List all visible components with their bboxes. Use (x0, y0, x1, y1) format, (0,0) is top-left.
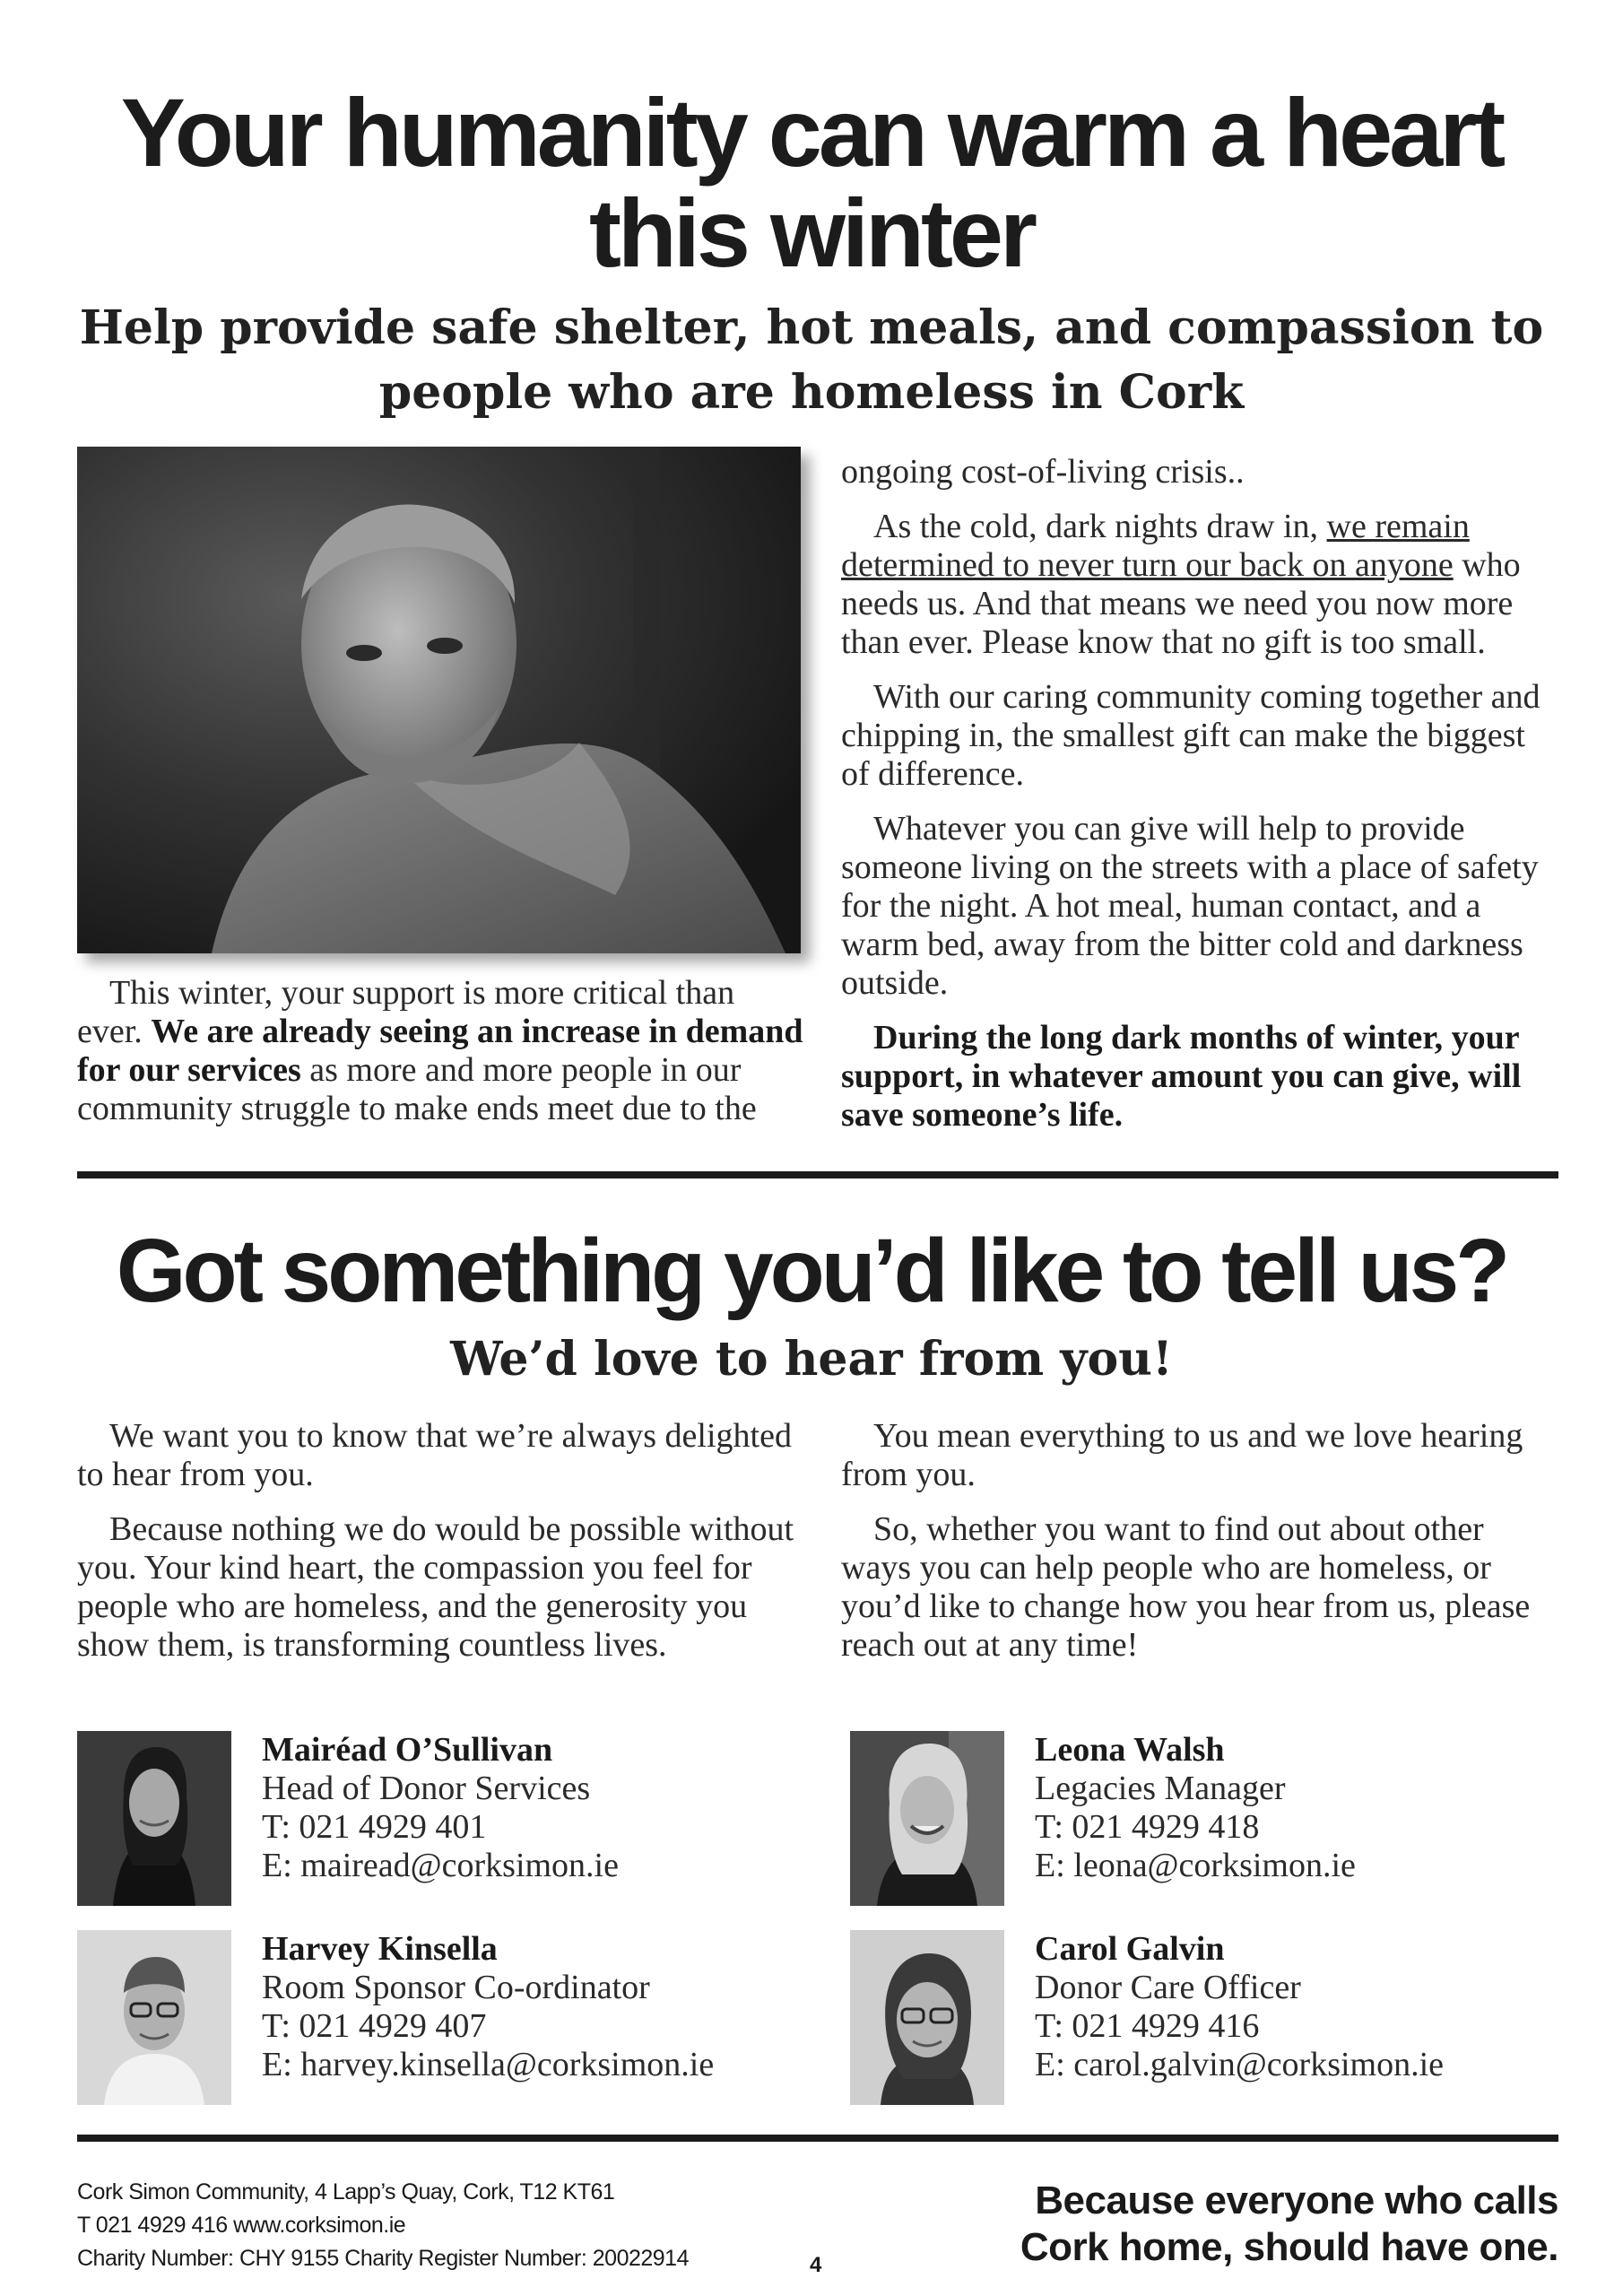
contact-info (262, 1731, 764, 1885)
avatar (77, 1930, 231, 2105)
contact-phone[interactable]: T: 021 4929 401 (262, 1808, 487, 1846)
avatar (77, 1731, 231, 1906)
contact-email[interactable]: E: harvey.kinsella@corksimon.ie (262, 2046, 715, 2083)
footer-divider (77, 2135, 1558, 2142)
appeal-paragraph: This winter, your support is more critical than ever. We are already seeing an increase in demand for our services as more and more people in our community struggle to make ends meet due to the (77, 974, 803, 1127)
contact-name: Mairéad O’Sullivan (262, 1731, 553, 1769)
contact-phone[interactable]: T: 021 4929 416 (1035, 2007, 1260, 2045)
contact-name: Harvey Kinsella (262, 1930, 498, 1968)
appeal-paragraph-bold: During the long dark months of winter, your support, in whatever amount you can give, will save someone’s life. (841, 1019, 1522, 1134)
appeal-column-right (841, 453, 1558, 1151)
contact-email[interactable]: E: leona@corksimon.ie (1035, 1847, 1356, 1884)
contact-phone[interactable]: T: 021 4929 418 (1035, 1808, 1260, 1846)
appeal-paragraph: Whatever you can give will help to provide someone living on the streets with a place of safety for the night. A hot meal, human contact, and a warm bed, away from the bitter cold and darkness outside. (841, 810, 1539, 1002)
contact-name: Leona Walsh (1035, 1731, 1225, 1769)
appeal-title-line1: Your humanity can warm a heart (120, 78, 1503, 187)
footer-charity-numbers: Charity Number: CHY 9155 Charity Register Number: 20022914 (77, 2246, 689, 2271)
feedback-column-right (841, 1417, 1558, 1681)
footer-tagline (950, 2178, 1558, 2271)
contact-info (262, 1930, 764, 2084)
contact-info (1035, 1930, 1537, 2084)
avatar (850, 1930, 1004, 2105)
appeal-title-line2: this winter (588, 178, 1035, 287)
section-divider (77, 1171, 1558, 1178)
contact-role: Room Sponsor Co-ordinator (262, 1969, 650, 2006)
feedback-column-left (77, 1417, 803, 1681)
appeal-column-left (77, 974, 803, 1144)
feedback-title: Got something you’d like to tell us? (116, 1221, 1507, 1321)
contact-role: Head of Donor Services (262, 1770, 591, 1807)
contact-role: Legacies Manager (1035, 1770, 1286, 1807)
footer-phone-web[interactable]: T 021 4929 416 www.corksimon.ie (77, 2213, 406, 2238)
footer-address: Cork Simon Community, 4 Lapp’s Quay, Cork, T12 KT61 (77, 2179, 615, 2205)
feedback-paragraph: You mean everything to us and we love hearing from you. (841, 1417, 1523, 1493)
man-in-hoodie-photo (77, 447, 801, 953)
appeal-paragraph: As the cold, dark nights draw in, we remain determined to never turn our back on anyone who needs us. And that means we need you now more than ever. Please know that no gift is too small. (841, 508, 1521, 661)
appeal-title (0, 78, 1623, 287)
page-number: 4 (810, 2253, 822, 2277)
contact-name: Carol Galvin (1035, 1930, 1225, 1968)
contact-email[interactable]: E: carol.galvin@corksimon.ie (1035, 2046, 1445, 2083)
appeal-subtitle-line1: Help provide safe shelter, hot meals, and compassion to (79, 300, 1544, 355)
feedback-paragraph: So, whether you want to find out about other ways you can help people who are homeless, or you’d like to change how you hear from us, please reach out at any time! (841, 1510, 1531, 1664)
contact-role: Donor Care Officer (1035, 1969, 1301, 2006)
contact-email[interactable]: E: mairead@corksimon.ie (262, 1847, 619, 1884)
footer-address-block (77, 2176, 812, 2275)
appeal-paragraph: With our caring community coming together and chipping in, the smallest gift can make the biggest of difference. (841, 678, 1541, 793)
feedback-paragraph: We want you to know that we’re always delighted to hear from you. (77, 1417, 792, 1493)
appeal-subtitle-line2: people who are homeless in Cork (378, 365, 1245, 420)
avatar (850, 1731, 1004, 1906)
contact-info (1035, 1731, 1537, 1885)
contact-phone[interactable]: T: 021 4929 407 (262, 2007, 487, 2045)
footer-tagline-line2: Cork home, should have one. (1020, 2225, 1558, 2269)
footer-tagline-line1: Because everyone who calls (1035, 2179, 1558, 2222)
appeal-subtitle (0, 296, 1623, 425)
feedback-paragraph: Because nothing we do would be possible without you. Your kind heart, the compassion you feel for people who are homeless, and the generosity you show them, is transforming countless lives. (77, 1510, 794, 1664)
appeal-paragraph: ongoing cost-of-living crisis.. (841, 453, 1245, 491)
feedback-subtitle: We’d love to hear from you! (450, 1332, 1173, 1387)
